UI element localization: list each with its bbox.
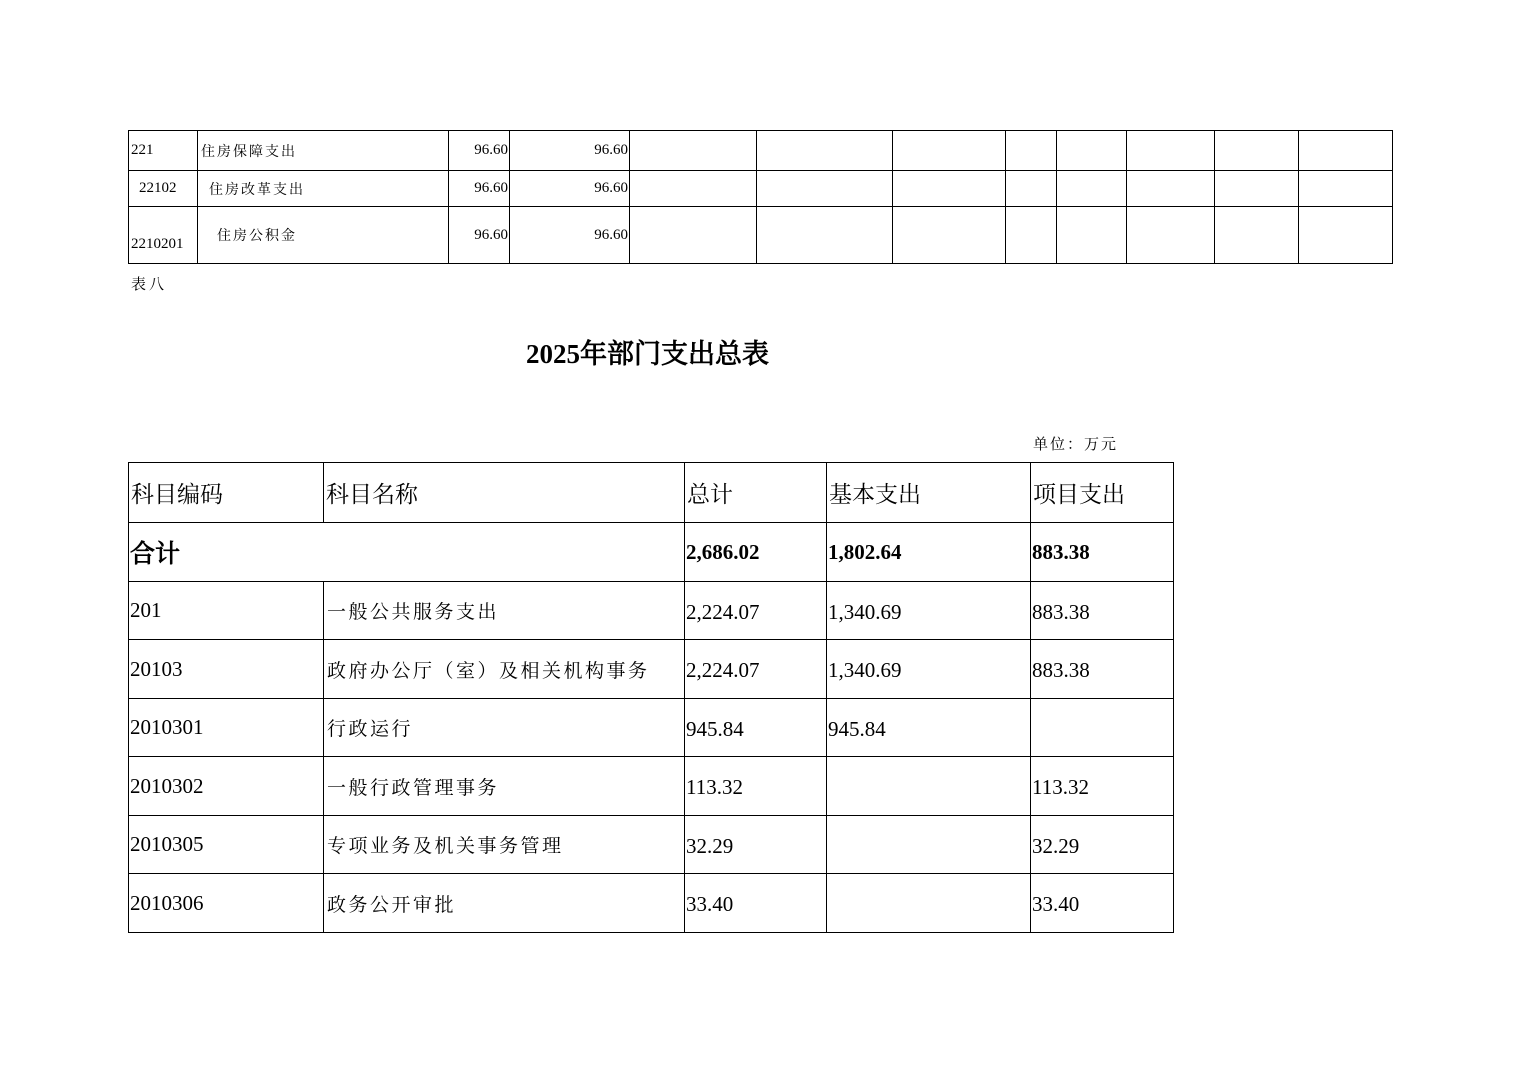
summary-project: 883.38 [1031,523,1174,582]
empty-cell [1057,131,1127,171]
table-number-label: 表八 [131,275,168,293]
empty-cell [1127,171,1215,207]
basic-cell: 1,340.69 [827,582,1031,640]
subject-code-cell: 201 [129,582,324,640]
subject-code-cell: 221 [129,131,198,171]
subject-code-cell: 2010301 [129,699,324,757]
table-row [129,816,1174,874]
subject-name-cell: 一般行政管理事务 [324,757,685,816]
empty-cell [1299,171,1393,207]
empty-cell [1057,171,1127,207]
basic-cell [827,816,1031,874]
subject-name-cell: 政务公开审批 [324,874,685,933]
amount-cell: 96.60 [510,171,630,207]
basic-cell: 945.84 [827,699,1031,757]
total-cell: 2,224.07 [685,640,827,699]
table-row [129,640,1174,699]
empty-cell [630,171,757,207]
table-row [129,582,1174,640]
table-row [129,207,1393,264]
project-cell: 33.40 [1031,874,1174,933]
empty-cell [630,207,757,264]
summary-label: 合计 [129,523,685,582]
subject-name-cell: 专项业务及机关事务管理 [324,816,685,874]
subject-name-cell: 行政运行 [324,699,685,757]
subject-code-cell: 20103 [129,640,324,699]
page-title: 2025年部门支出总表 [526,339,769,369]
column-header-basic: 基本支出 [827,463,1031,523]
subject-name-cell: 住房改革支出 [198,171,449,207]
empty-cell [1127,131,1215,171]
amount-cell: 96.60 [510,207,630,264]
empty-cell [1006,207,1057,264]
summary-basic: 1,802.64 [827,523,1031,582]
column-header-total: 总计 [685,463,827,523]
amount-cell: 96.60 [449,171,510,207]
total-cell: 32.29 [685,816,827,874]
empty-cell [757,171,893,207]
summary-row [129,523,1174,582]
summary-total: 2,686.02 [685,523,827,582]
subject-name-cell: 住房公积金 [198,207,449,264]
amount-cell: 96.60 [449,131,510,171]
empty-cell [1299,131,1393,171]
subject-name-cell: 住房保障支出 [198,131,449,171]
project-cell: 883.38 [1031,640,1174,699]
department-expenditure-table [128,462,1174,933]
table-row [129,171,1393,207]
empty-cell [1215,131,1299,171]
subject-code-cell: 2010306 [129,874,324,933]
column-header-name: 科目名称 [324,463,685,523]
empty-cell [893,131,1006,171]
subject-code-cell: 22102 [129,171,198,207]
amount-cell: 96.60 [449,207,510,264]
empty-cell [1057,207,1127,264]
empty-cell [1127,207,1215,264]
basic-cell: 1,340.69 [827,640,1031,699]
table-row [129,131,1393,171]
column-header-code: 科目编码 [129,463,324,523]
subject-code-cell: 2210201 [129,207,198,264]
empty-cell [1215,207,1299,264]
subject-name-cell: 政府办公厅（室）及相关机构事务 [324,640,685,699]
subject-name-cell: 一般公共服务支出 [324,582,685,640]
empty-cell [757,131,893,171]
project-cell [1031,699,1174,757]
table-row [129,874,1174,933]
basic-cell [827,757,1031,816]
total-cell: 33.40 [685,874,827,933]
table-header-row [129,463,1174,523]
empty-cell [893,171,1006,207]
project-cell: 32.29 [1031,816,1174,874]
total-cell: 113.32 [685,757,827,816]
basic-cell [827,874,1031,933]
table-row [129,699,1174,757]
empty-cell [630,131,757,171]
project-cell: 883.38 [1031,582,1174,640]
project-cell: 113.32 [1031,757,1174,816]
empty-cell [1215,171,1299,207]
empty-cell [893,207,1006,264]
empty-cell [1006,171,1057,207]
housing-expense-table [128,130,1393,264]
empty-cell [757,207,893,264]
column-header-project: 项目支出 [1031,463,1174,523]
total-cell: 945.84 [685,699,827,757]
table-row [129,757,1174,816]
subject-code-cell: 2010302 [129,757,324,816]
subject-code-cell: 2010305 [129,816,324,874]
total-cell: 2,224.07 [685,582,827,640]
empty-cell [1006,131,1057,171]
empty-cell [1299,207,1393,264]
unit-label: 单位：万元 [1033,435,1119,453]
amount-cell: 96.60 [510,131,630,171]
